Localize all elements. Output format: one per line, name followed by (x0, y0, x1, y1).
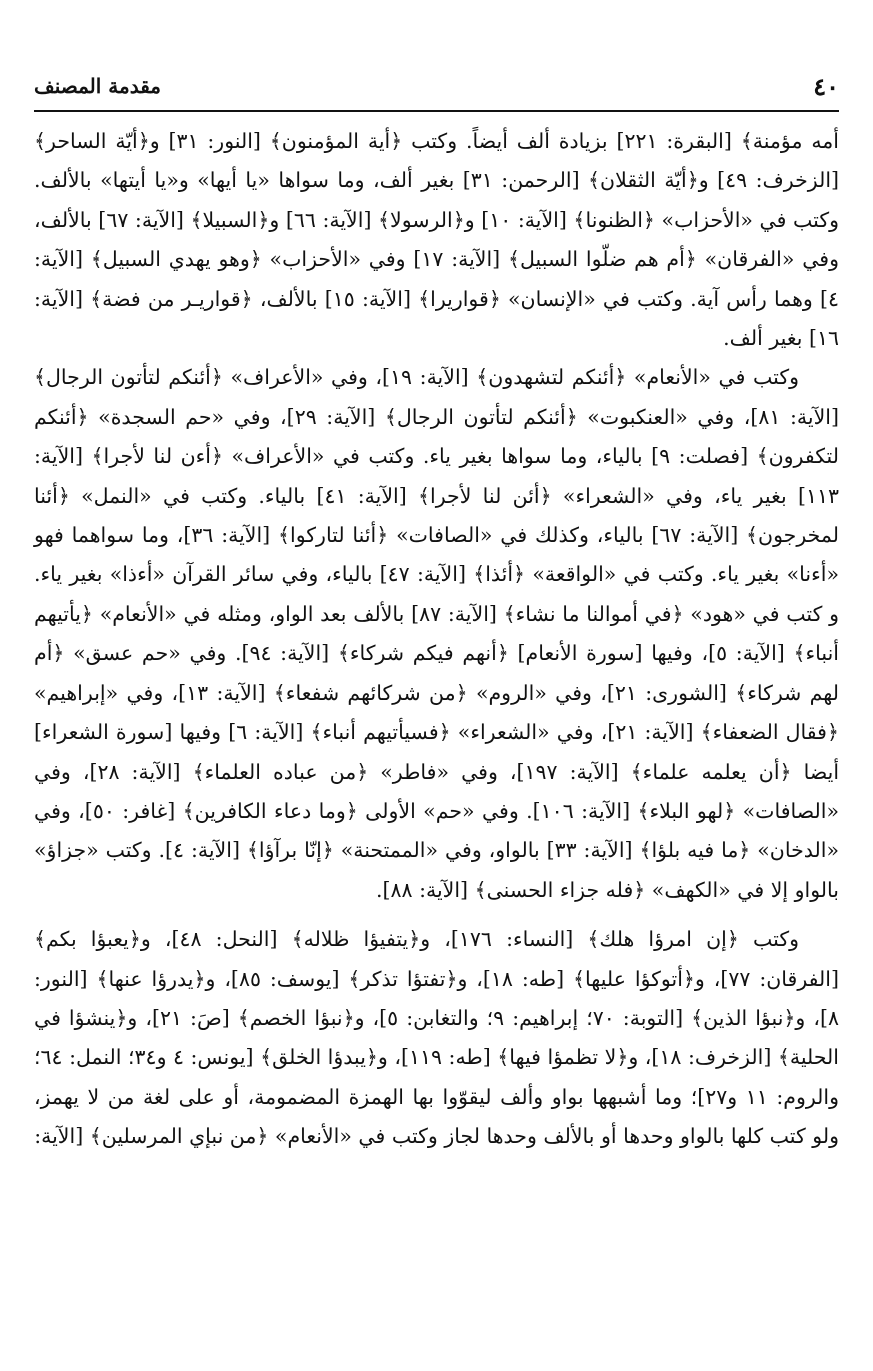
page-number: ٤٠ (813, 72, 839, 101)
paragraph-1: أمه مؤمنة﴾ [البقرة: ٢٢١] بزيادة ألف أيضاً. وكتب ﴿أية المؤمنون﴾ [النور: ٣١] و﴿أيّة الساحر﴾ [الزخرف: ٤٩] و﴿أيّة الثقلان﴾ [الرحمن: ٣١] بغير ألف، وما سواها «يا أيها» و«يا أيتها» بالألف. وكتب في «الأحزاب» ﴿الظنونا﴾ [الآية: ١٠] و﴿الرسولا﴾ [الآية: ٦٦] و﴿السبيلا﴾ [الآية: ٦٧] بالألف، وفي «الفرقان» ﴿أم هم ضلّوا السبيل﴾ [الآية: ١٧] وفي «الأحزاب» ﴿وهو يهدي السبيل﴾ [الآية: ٤] وهما رأس آية. وكتب في «الإنسان» ﴿قواريرا﴾ [الآية: ١٥] بالألف، ﴿قواريـر من فضة﴾ [الآية: ١٦] بغير ألف. (34, 129, 840, 351)
body-text (34, 122, 839, 1157)
page-header (34, 70, 839, 110)
paragraph-2: وكتب في «الأنعام» ﴿أئنكم لتشهدون﴾ [الآية: ١٩]، وفي «الأعراف» ﴿أئنكم لتأتون الرجال﴾ [الآية: ٨١]، وفي «العنكبوت» ﴿أئنكم لتأتون الرجال﴾ [الآية: ٢٩]، وفي «حم السجدة» ﴿أئنكم لتكفرون﴾ [فصلت: ٩] بالياء، وما سواها بغير ياء. وكتب في «الأعراف» ﴿أءن لنا لأجرا﴾ [الآية: ١١٣] بغير ياء، وفي «الشعراء» ﴿أئن لنا لأجرا﴾ [الآية: ٤١] بالياء. وكتب في «النمل» ﴿أئنا لمخرجون﴾ [الآية: ٦٧] بالياء، وكذلك في «الصافات» ﴿أئنا لتاركوا﴾ [الآية: ٣٦]، وما سواهما فهو «أءنا» بغير ياء. وكتب في «الواقعة» ﴿أئذا﴾ [الآية: ٤٧] بالياء، وفي سائر القرآن «أءذا» بغير ياء. و كتب في «هود» ﴿في أموالنا ما نشاء﴾ [الآية: ٨٧] بالألف بعد الواو، ومثله في «الأنعام» ﴿يأتيهم أنباء﴾ [الآية: ٥]، وفيها [سورة الأنعام] ﴿أنهم فيكم شركاء﴾ [الآية: ٩٤]. وفي «حم عسق» ﴿أم لهم شركاء﴾ [الشورى: ٢١]، وفي «الروم» ﴿من شركائهم شفعاء﴾ [الآية: ١٣]، وفي «إبراهيم» ﴿فقال الضعفاء﴾ [الآية: ٢١]، وفي «الشعراء» ﴿فسيأتيهم أنباء﴾ [الآية: ٦] وفيها [سورة الشعراء] أيضا ﴿أن يعلمه علماء﴾ [الآية: ١٩٧]، وفي «فاطر» ﴿من عباده العلماء﴾ [الآية: ٢٨]، وفي «الصافات» ﴿لهو البلاء﴾ [الآية: ١٠٦]. وفي «حم» الأولى ﴿وما دعاء الكافرين﴾ [غافر: ٥٠]، وفي «الدخان» ﴿ما فيه بلؤا﴾ [الآية: ٣٣] بالواو، وفي «الممتحنة» ﴿إنّا برآؤا﴾ [الآية: ٤]. وكتب «جزاؤ» بالواو إلا في «الكهف» ﴿فله جزاء الحسنى﴾ [الآية: ٨٨]. (34, 365, 840, 902)
header-rule (34, 110, 839, 112)
running-head: مقدمة المصنف (34, 74, 162, 98)
paragraph-3: وكتب ﴿إن امرؤا هلك﴾ [النساء: ١٧٦]، و﴿يتفيؤا ظلاله﴾ [النحل: ٤٨]، و﴿يعبؤا بكم﴾ [الفرقان: ٧٧]، و﴿أتوكؤا عليها﴾ [طه: ١٨]، و﴿تفتؤا تذكر﴾ [يوسف: ٨٥]، و﴿يدرؤا عنها﴾ [النور: ٨]، و﴿نبؤا الذين﴾ [التوبة: ٧٠؛ إبراهيم: ٩؛ والتغابن: ٥]، و﴿نبؤا الخصم﴾ [صَ: ٢١]، و﴿ينشؤا في الحلية﴾ [الزخرف: ١٨]، و﴿لا تظمؤا فيها﴾ [طه: ١١٩]، و﴿يبدؤا الخلق﴾ [يونس: ٤ و٣٤؛ النمل: ٦٤؛ والروم: ١١ و٢٧]؛ وما أشبهها بواو وألف ليقوّوا بها الهمزة المضمومة، أو على لغة من لا يهمز، ولو كتب كلها بالواو وحدها أو بالألف وحدها لجاز وكتب في «الأنعام» ﴿من نبإي المرسلين﴾ [الآية: (34, 927, 839, 1149)
